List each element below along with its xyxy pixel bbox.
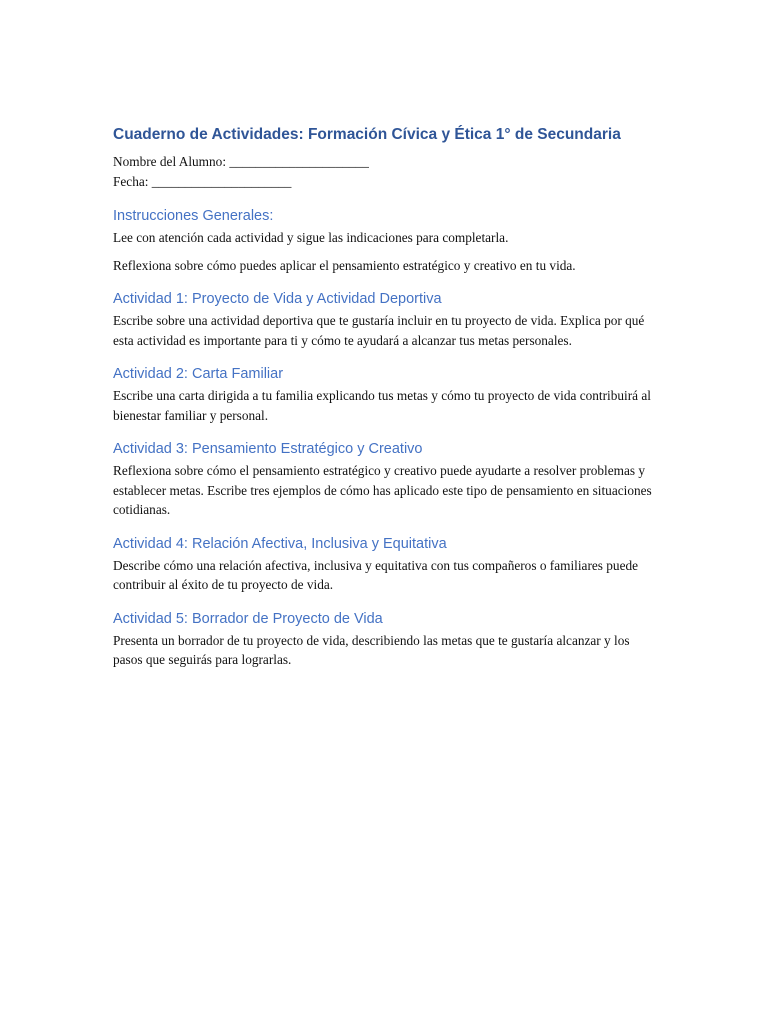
activity-4-heading: Actividad 4: Relación Afectiva, Inclusiva y Equitativa <box>113 535 447 552</box>
activity-2-text: Escribe una carta dirigida a tu familia explicando tus metas y cómo tu proyecto de vida contribuirá al bienestar familiar y personal. <box>113 388 651 423</box>
activity-3-heading: Actividad 3: Pensamiento Estratégico y Creativo <box>113 441 423 457</box>
activity-2-heading: Actividad 2: Carta Familiar <box>113 366 284 382</box>
document-title: Cuaderno de Actividades: Formación Cívica y Ética 1° de Secundaria <box>113 126 621 143</box>
activity-1-heading: Actividad 1: Proyecto de Vida y Actividad Deportiva <box>113 291 442 307</box>
instructions-paragraph-1: Lee con atención cada actividad y sigue las indicaciones para completarla. <box>113 230 509 245</box>
activity-5-heading: Actividad 5: Borrador de Proyecto de Vida <box>113 610 383 627</box>
student-name-field: Nombre del Alumno: _____________________ <box>113 154 369 169</box>
activity-3-text: Reflexiona sobre cómo el pensamiento estratégico y creativo puede ayudarte a resolver problemas y establecer metas. Escribe tres ejemplos de cómo has aplicado este tipo de pensamiento en situaciones cotidianas. <box>113 463 652 517</box>
date-field: Fecha: _____________________ <box>113 174 292 189</box>
document-content <box>113 124 658 670</box>
activity-4-text: Describe cómo una relación afectiva, inclusiva y equitativa con tus compañeros o familiares puede contribuir al éxito de tu proyecto de vida. <box>113 557 639 592</box>
instructions-heading: Instrucciones Generales: <box>113 208 274 224</box>
activity-1-text: Escribe sobre una actividad deportiva que te gustaría incluir en tu proyecto de vida. Explica por qué esta actividad es importante para ti y cómo te ayudará a alcanzar tus metas personales. <box>113 313 645 348</box>
instructions-paragraph-2: Reflexiona sobre cómo puedes aplicar el pensamiento estratégico y creativo en tu vida. <box>113 257 576 273</box>
activity-5-text: Presenta un borrador de tu proyecto de vida, describiendo las metas que te gustaría alcanzar y los pasos que seguirás para lograrlas. <box>113 632 630 667</box>
